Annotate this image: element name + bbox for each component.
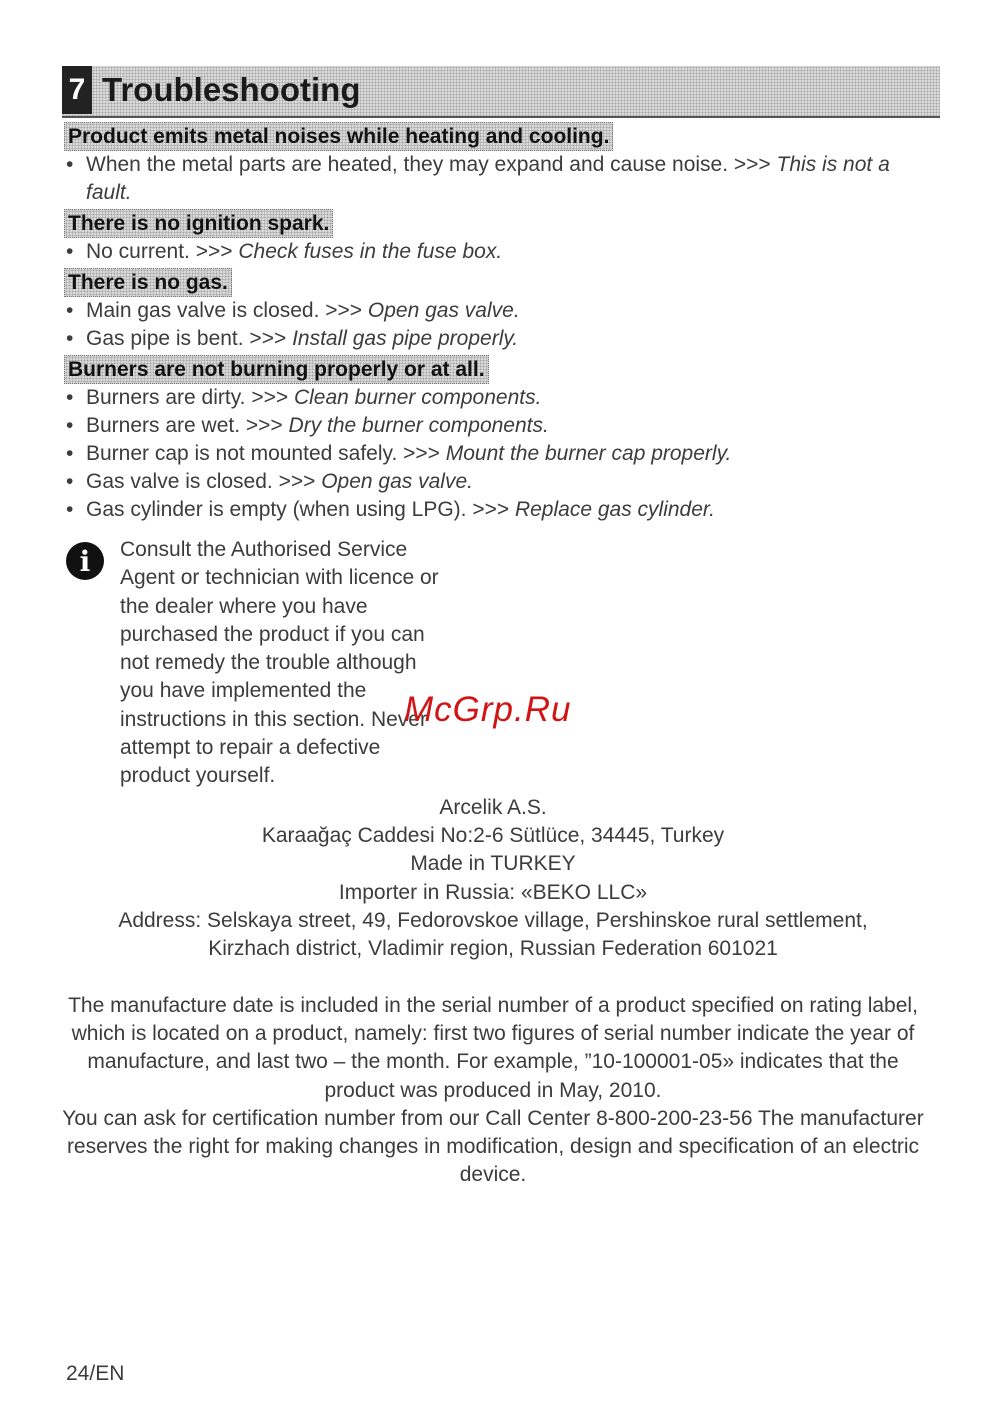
address-line: Kirzhach district, Vladimir region, Russian Federation 601021: [208, 937, 778, 961]
info-line: Agent or technician with licence or: [120, 566, 439, 590]
bullet-icon: •: [66, 153, 74, 176]
cause-text: Gas cylinder is empty (when using LPG). >>>: [86, 498, 515, 521]
remedy-text: This is not a fault.: [86, 153, 890, 204]
cause-text: Gas pipe is bent. >>>: [86, 327, 293, 350]
bullet-icon: •: [66, 327, 74, 350]
problem-block: [64, 207, 940, 266]
section-number: 7: [62, 66, 92, 114]
list-item: [64, 297, 940, 325]
list-item: [64, 440, 940, 468]
remedy-text: Replace gas cylinder.: [514, 498, 715, 521]
info-icon: i: [66, 542, 104, 580]
problem-heading: Product emits metal noises while heating and cooling.: [64, 122, 613, 151]
bullet-icon: •: [66, 414, 74, 437]
remedy-text: Open gas valve.: [321, 470, 473, 493]
info-line: product yourself.: [120, 764, 276, 788]
info-line: purchased the product if you can: [120, 622, 425, 646]
list-item: [64, 412, 940, 440]
address-line: Made in TURKEY: [410, 852, 576, 876]
manufacture-paragraph: The manufacture date is included in the serial number of a product specified on rating label, which is located on a product, namely: first two figures of serial number indicate the year of manufacture, and last two – the month. For example, ”10-100001-05» indicates that the product was produced in May, 2010.: [68, 994, 918, 1102]
problem-block: [64, 353, 940, 524]
section-title: Troubleshooting: [102, 71, 361, 108]
remedy-text: Install gas pipe properly.: [292, 327, 519, 350]
cause-text: When the metal parts are heated, they may expand and cause noise. >>>: [86, 153, 777, 176]
bullet-icon: •: [66, 442, 74, 465]
cause-text: Burner cap is not mounted safely. >>>: [86, 442, 446, 465]
info-line: the dealer where you have: [120, 594, 368, 618]
page-number: 24/EN: [66, 1362, 125, 1385]
address-line: Arcelik A.S.: [439, 796, 547, 819]
bullet-icon: •: [66, 470, 74, 493]
remedy-text: Mount the burner cap properly.: [445, 442, 732, 465]
cause-text: Main gas valve is closed. >>>: [86, 299, 368, 322]
address-line: Karaağaç Caddesi No:2-6 Sütlüce, 34445, Turkey: [261, 824, 725, 848]
section-header: [62, 66, 940, 118]
troubleshooting-list: [64, 120, 940, 524]
problem-heading: There is no ignition spark.: [64, 209, 333, 238]
info-line: attempt to repair a defective: [120, 736, 381, 760]
remedy-text: Dry the burner components.: [288, 414, 549, 437]
manufacture-info: [60, 992, 926, 1189]
remedy-text: Clean burner components.: [293, 386, 542, 409]
remedy-text: Check fuses in the fuse box.: [238, 240, 503, 263]
list-item: [64, 151, 940, 207]
bullet-icon: •: [66, 299, 74, 322]
watermark: McGrp.Ru: [404, 690, 572, 729]
cause-text: Burners are dirty. >>>: [86, 386, 294, 409]
info-line: instructions in this section. Never: [120, 707, 427, 731]
cause-text: Burners are wet. >>>: [86, 414, 289, 437]
info-line: Consult the Authorised Service: [120, 538, 408, 561]
list-item: [64, 468, 940, 496]
problem-block: [64, 266, 940, 353]
address-line: Importer in Russia: «BEKO LLC»: [338, 880, 648, 904]
cause-text: Gas valve is closed. >>>: [86, 470, 322, 493]
remedy-text: Open gas valve.: [367, 299, 520, 322]
info-text: [120, 536, 490, 791]
problem-heading: There is no gas.: [64, 268, 232, 297]
cause-text: No current. >>>: [86, 240, 239, 263]
info-line: you have implemented the: [120, 679, 367, 703]
problem-heading: Burners are not burning properly or at all.: [64, 355, 489, 384]
manufacture-paragraph: You can ask for certification number from our Call Center 8-800-200-23-56 The manufacturer reserves the right for making changes in modification, design and specification of an electric device.: [62, 1106, 924, 1187]
bullet-icon: •: [66, 386, 74, 409]
list-item: [64, 238, 940, 266]
list-item: [64, 496, 940, 524]
info-line: not remedy the trouble although: [120, 651, 417, 675]
address-line: Address: Selskaya street, 49, Fedorovskoe village, Pershinskoe rural settlement,: [118, 908, 868, 932]
list-item: [64, 384, 940, 412]
problem-block: [64, 120, 940, 207]
bullet-icon: •: [66, 240, 74, 263]
manufacturer-address: [60, 794, 926, 963]
bullet-icon: •: [66, 498, 74, 521]
list-item: [64, 325, 940, 353]
